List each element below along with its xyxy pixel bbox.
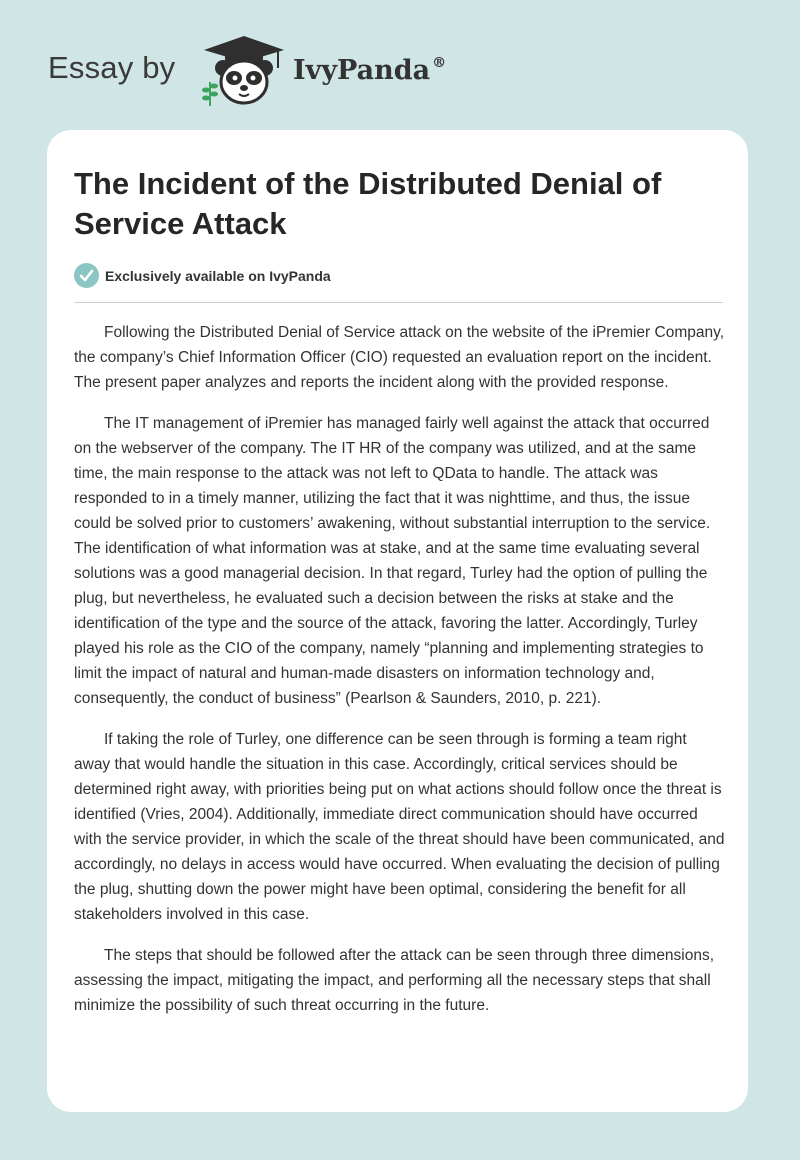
paragraph: The IT management of iPremier has managed fairly well against the attack that occurred on the webserver of the company. The IT HR of the company was utilized, and at the same time, the main response to the attack was not left to QData to handle. The attack was responded to in a timely manner, utilizing the fact that it was nighttime, and thus, the issue could be solved prior to customers’ awakening, without substantial interruption to the service. The identification of what information was at stake, and at the same time evaluating several solutions was a good managerial decision. In that regard, Turley had the option of pulling the plug, but nevertheless, he evaluated such a decision between the risks at stake and the identification of the type and the source of the attack, favoring the latter. Accordingly, Turley played his role as the CIO of the company, namely “planning and implementing strategies to limit the impact of natural and human-made disasters on information technology and, consequently, the conduct of business” (Pearlson & Saunders, 2010, p. 221). [74,415,711,707]
registered-mark: ® [432,55,447,71]
exclusive-label: Exclusively available on IvyPanda [105,268,331,284]
brand-name[interactable] [293,55,446,86]
page-title: The Incident of the Distributed Denial of Service Attack [74,166,662,241]
site-header [0,0,800,130]
panda-graduate-logo-icon[interactable] [198,34,290,108]
exclusive-badge [74,263,474,291]
paragraph: Following the Distributed Denial of Service attack on the website of the iPremier Company, the company’s Chief Information Officer (CIO) requested an evaluation report on the incident. The present paper analyzes and reports the incident along with the provided response. [74,324,725,391]
essay-body [74,320,726,1034]
divider [74,302,723,303]
check-icon [74,263,99,288]
essay-by-label: Essay by [48,50,176,85]
essay-card [47,130,748,1112]
paragraph: If taking the role of Turley, one difference can be seen through is forming a team right away that would handle the situation in this case. Accordingly, critical services should be determined right away, with priorities being put on what actions should follow once the threat is identified (Vries, 2004). Additionally, immediate direct communication should have occurred with the service provider, in which the scale of the threat should have been communicated, and accordingly, no delays in access would have occurred. When evaluating the decision of pulling the plug, shutting down the power might have been optimal, considering the benefit for all stakeholders involved in this case. [74,731,725,923]
brand-name-text: IvyPanda [293,55,431,86]
paragraph: The steps that should be followed after the attack can be seen through three dimensions, assessing the impact, mitigating the impact, and performing all the necessary steps that shall minimize the possibility of such threat occurring in the future. [74,947,715,1014]
